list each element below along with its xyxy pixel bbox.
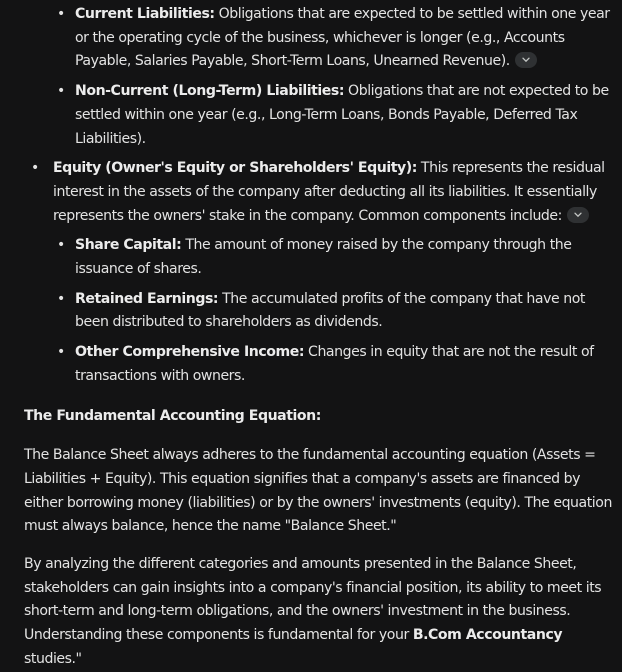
bullet: • [57,290,65,307]
term-other-comprehensive-income: Other Comprehensive Income: [75,344,305,361]
expand-source-button[interactable] [515,52,537,68]
text-other-comprehensive-income: Changes in equity that are not the result of transactions with owners. [75,344,594,384]
list-item-non-current-liabilities [0,80,622,151]
summary-text: By analyzing the different categories and amounts presented in the Balance Sheet, stakeholders can gain insights into a company's financial position, its ability to meet its short-term and long-term obligations, and the owners' investment in the business. Understanding these components is fundamental for your [24,556,602,644]
bullet: • [57,237,65,254]
term-current-liabilities: Current Liabilities: [75,6,215,22]
bullet: • [31,160,39,177]
term-retained-earnings: Retained Earnings: [75,290,219,307]
chevron-down-icon [574,212,582,218]
term-equity: Equity (Owner's Equity or Shareholders' Equity): [53,160,417,177]
list-item-retained-earnings [0,288,622,335]
list-item-current-liabilities [0,3,622,74]
term-share-capital: Share Capital: [75,237,182,254]
chevron-down-icon [522,57,530,63]
paragraph-summary [0,553,622,672]
term-non-current-liabilities: Non-Current (Long-Term) Liabilities: [75,83,345,100]
summary-bold-course: B.Com Accountancy [412,627,563,644]
bullet: • [57,344,65,361]
paragraph-accounting-equation: The Balance Sheet always adheres to the fundamental accounting equation (Assets = Liabilities + Equity). This equation signifies that a company's assets are financed by either borrowing money (liabilities) or by the owners' investments (equity). The equation must always balance, hence the name "Balance Sheet." [24,447,612,535]
text-share-capital: The amount of money raised by the company through the issuance of shares. [75,237,572,278]
section-heading: The Fundamental Accounting Equation: [24,407,321,424]
expand-source-button[interactable] [567,207,589,223]
text-non-current-liabilities: Obligations that are not expected to be settled within one year (e.g., Long-Term Loans, Bonds Payable, Deferred Tax Liabilities). [75,83,609,147]
text-equity: This represents the residual interest in the assets of the company after deducting all its liabilities. It essentially represents the owners' stake in the company. Common components include: [53,160,605,224]
text-current-liabilities: Obligations that are expected to be settled within one year or the operating cycle of the business, whichever is longer (e.g., Accounts Payable, Salaries Payable, Short-Term Loans, Unearned Revenue). [75,6,610,70]
response-content [0,3,622,672]
list-item-share-capital [0,234,622,281]
bullet: • [57,83,65,100]
bullet: • [57,6,65,22]
summary-text-end: studies." [24,650,82,667]
list-item-other-comprehensive-income [0,341,622,388]
list-item-equity [0,157,622,228]
text-retained-earnings: The accumulated profits of the company that have not been distributed to shareholders as dividends. [75,290,585,331]
